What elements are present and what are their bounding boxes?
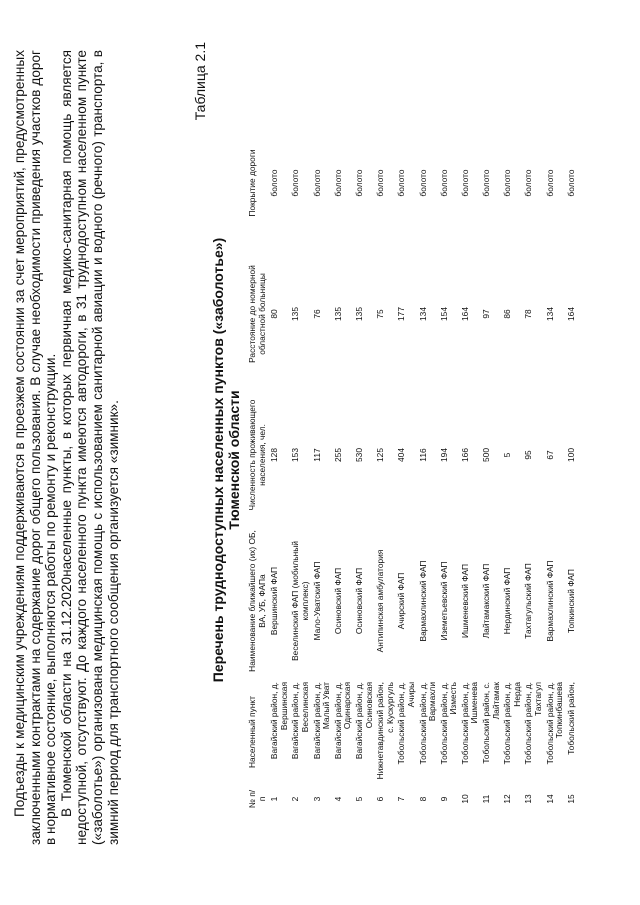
cell-num: 7	[396, 796, 407, 802]
cell-fap: Вершинский ФАП	[269, 566, 280, 636]
cell-distance: 134	[417, 307, 428, 321]
cell-population: 116	[417, 448, 428, 462]
cell-population: 117	[311, 448, 322, 462]
cell-distance: 75	[375, 309, 386, 319]
cell-fap: Тахтагульский ФАП	[523, 563, 534, 639]
cell-population: 5	[502, 452, 513, 458]
cell-place: Вагайский район, д. Вершинская	[269, 682, 289, 760]
cell-road: болото	[269, 169, 280, 197]
table-row	[460, 125, 481, 813]
cell-road: болото	[396, 169, 407, 197]
cell-fap: Веселинский ФАП (мобильный комплекс)	[290, 541, 310, 661]
cell-population: 530	[353, 448, 364, 462]
cell-place: Вагайский район, д. Осиновская	[353, 682, 374, 760]
table-row	[375, 125, 396, 813]
cell-num: 5	[353, 796, 364, 802]
cell-num: 13	[523, 794, 534, 804]
cell-road: болото	[332, 169, 343, 197]
paragraph-1: Подъезды к медицинским учреждениям поддерживаются в проезжем состоянии за счет мероприятий, предусмотренных заключенными контрактами на содержание дорог общего пользования. В случае необходимости приведения участков дорог в нормативное состояние, выполняются работы по ремонту и реконструкции.	[12, 50, 59, 845]
settlements-table	[246, 125, 586, 813]
cell-fap: Осиновский ФАП	[332, 567, 343, 635]
cell-distance: 135	[353, 307, 364, 321]
cell-place: Тобольский район, с. Лайтамак	[481, 682, 501, 764]
table-row	[439, 125, 460, 813]
cell-num: 1	[269, 796, 280, 802]
body-text	[12, 50, 121, 845]
cell-population: 125	[375, 448, 386, 462]
cell-num: 8	[417, 796, 428, 802]
table-row	[269, 125, 290, 813]
header-fap: Наименование ближайшего (их) ОБ, ВА, УБ, ФАПа	[247, 530, 267, 672]
cell-road: болото	[565, 169, 576, 197]
cell-num: 12	[502, 794, 513, 804]
cell-fap: Лайтамакский ФАП	[481, 563, 492, 639]
cell-distance: 86	[502, 309, 513, 319]
header-place: Населенный пункт	[247, 695, 257, 769]
table-title-line-1: Перечень труднодоступных населенных пунктов («заболотье»)	[210, 237, 226, 683]
cell-place: Вагайский район, д. Малый Уват	[311, 682, 332, 760]
cell-road: болото	[311, 169, 322, 197]
cell-distance: 134	[544, 307, 555, 321]
cell-fap: Мало-Уватский ФАП	[311, 561, 322, 641]
cell-population: 67	[544, 450, 555, 460]
cell-fap: Ишменевский ФАП	[459, 563, 470, 639]
cell-distance: 177	[396, 307, 407, 321]
cell-population: 255	[332, 448, 343, 462]
header-population: Численность проживающего населения, чел.	[247, 399, 267, 511]
cell-place: Тобольский район, д. Ачиры	[396, 682, 416, 765]
cell-num: 9	[438, 796, 449, 802]
cell-place: Нижнетавдинский район, с. Кускургуль	[375, 682, 395, 780]
cell-fap: Вармахлинский ФАП	[544, 560, 555, 642]
cell-num: 3	[311, 796, 322, 802]
table-title	[210, 225, 242, 695]
cell-place: Тобольский район,	[565, 682, 576, 755]
cell-place: Тобольский район, д. Вармахли	[417, 682, 438, 765]
cell-road: болото	[375, 169, 386, 197]
table-row	[354, 125, 375, 813]
cell-distance: 164	[459, 307, 470, 321]
cell-road: болото	[438, 169, 449, 197]
cell-road: болото	[459, 169, 470, 197]
cell-population: 404	[396, 448, 407, 462]
cell-fap: Топкинский ФАП	[565, 569, 576, 633]
cell-road: болото	[502, 169, 513, 197]
cell-distance: 80	[269, 309, 280, 319]
cell-place: Вагайский район, д. Веселинская	[290, 682, 310, 760]
table-row	[312, 125, 333, 813]
table-label: Таблица 2.1	[192, 42, 208, 121]
cell-num: 6	[375, 796, 386, 802]
table-title-line-2: Тюменской области	[226, 390, 242, 530]
cell-population: 100	[565, 448, 576, 462]
table-row	[523, 125, 544, 813]
cell-distance: 78	[523, 309, 534, 319]
header-distance: Расстояние до номерной областной больницы	[247, 265, 267, 363]
cell-place: Вагайский район, д. Одинарская	[332, 682, 353, 760]
cell-population: 128	[269, 448, 280, 462]
cell-road: болото	[481, 169, 492, 197]
cell-road: болото	[544, 169, 555, 197]
paragraph-2: В Тюменской области на 31.12.2020населенные пункты, в которых первичная медико-санитарная помощь является недоступной, отсутствуют. До каждого населенного пункта имеются автодороги, в 31 труднодоступном населенном пункте («заболотье») организована медицинская помощь с использованием санитарной авиации и водного (речного) транспорта, в зимний период для транспортного сообщения организуется «зимник».	[58, 50, 121, 845]
cell-road: болото	[417, 169, 428, 197]
cell-population: 153	[290, 448, 301, 462]
cell-place: Тобольский район, д. Изместь	[438, 682, 459, 765]
table-row	[290, 125, 311, 813]
cell-place: Тобольский район, д. Нерда	[502, 682, 522, 765]
cell-fap: Осиновский ФАП	[353, 567, 364, 635]
cell-road: болото	[353, 169, 364, 197]
cell-distance: 135	[290, 307, 301, 321]
header-num: № п/ п	[247, 789, 267, 809]
cell-num: 14	[544, 794, 555, 804]
cell-num: 11	[481, 794, 492, 804]
cell-fap: Иземетьевский ФАП	[438, 561, 449, 641]
cell-distance: 154	[438, 307, 449, 321]
table-row	[418, 125, 439, 813]
cell-num: 2	[290, 796, 301, 802]
cell-distance: 97	[481, 309, 492, 319]
cell-fap: Нердинский ФАП	[502, 567, 513, 635]
table-header-row	[246, 125, 269, 813]
cell-num: 15	[565, 794, 576, 804]
cell-fap: Антипинская амбулатория	[375, 549, 386, 653]
cell-road: болото	[290, 169, 301, 197]
cell-place: Тобольский район, д. Тахтагул	[523, 682, 544, 765]
cell-population: 194	[438, 448, 449, 462]
table-row	[566, 125, 586, 813]
cell-num: 4	[332, 796, 343, 802]
header-road: Покрытие дороги	[247, 149, 257, 217]
cell-population: 500	[481, 448, 492, 462]
cell-distance: 135	[332, 307, 343, 321]
cell-place: Тобольский район, д. Ишменева	[459, 682, 480, 765]
cell-fap: Вармахлинский ФАП	[417, 560, 428, 642]
cell-population: 95	[523, 450, 534, 460]
table-row	[545, 125, 566, 813]
cell-fap: Ачирский ФАП	[396, 572, 407, 630]
cell-distance: 164	[565, 307, 576, 321]
cell-population: 166	[459, 448, 470, 462]
cell-distance: 76	[311, 309, 322, 319]
table-row	[502, 125, 523, 813]
table-row	[396, 125, 417, 813]
table-row	[481, 125, 502, 813]
cell-place: Тобольский район, д. Топкинбашева	[544, 682, 565, 765]
cell-road: болото	[523, 169, 534, 197]
table-row	[333, 125, 354, 813]
cell-num: 10	[459, 794, 470, 804]
